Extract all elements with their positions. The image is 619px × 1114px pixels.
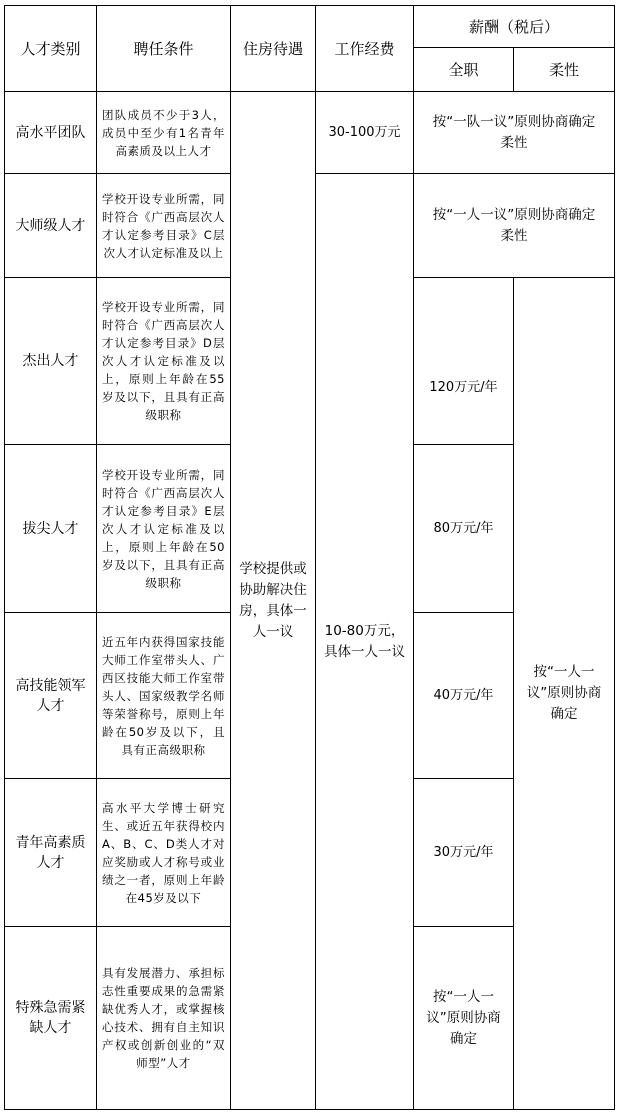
- table-row-category: 杰出人才: [5, 278, 97, 445]
- table-row-category: 高技能领军人才: [5, 613, 97, 779]
- table-row-category: 拔尖人才: [5, 445, 97, 613]
- salary-text: 按“一人一议”原则协商确定: [432, 206, 596, 223]
- header-funding: 工作经费: [316, 6, 414, 92]
- fulltime-spacer: [414, 278, 514, 331]
- salary-text: 按“一队一议”原则协商确定: [432, 113, 596, 130]
- flexible-cell: 按“一人一议”原则协商确定: [514, 278, 615, 1110]
- table-row-conditions: 近五年内获得国家技能大师工作室带头人、广西区技能大师工作室带头人、国家级教学名师等荣誉称号，原则上年龄在50岁及以下，且具有正高级职称: [97, 613, 231, 779]
- table-row-conditions: 团队成员不少于3人，成员中至少有1名青年高素质及以上人才: [97, 92, 231, 174]
- housing-cell: 学校提供或协助解决住房，具体一人一议: [231, 92, 316, 1110]
- table-row-conditions: 学校开设专业所需，同时符合《广西高层次人才认定参考目录》C层次人才认定标准及以上: [97, 174, 231, 278]
- header-housing: 住房待遇: [231, 6, 316, 92]
- table-row-fulltime: 30万元/年: [414, 779, 514, 927]
- table-row-fulltime: 80万元/年: [414, 445, 514, 613]
- header-conditions: 聘任条件: [97, 6, 231, 92]
- header-category: 人才类别: [5, 6, 97, 92]
- table-row-category: 青年高素质人才: [5, 779, 97, 927]
- funding-cell: 10-80万元，具体一人一议: [316, 174, 414, 1110]
- table-row-salary: [414, 92, 615, 174]
- table-row-conditions: 具有发展潜力、承担标志性重要成果的急需紧缺优秀人才，或掌握核心技术、拥有自主知识产权或创新创业的“双师型”人才: [97, 927, 231, 1110]
- table-row-conditions: 高水平大学博士研究生、或近五年获得校内A、B、C、D类人才对应奖励或人才称号或业绩之一者，原则上年龄在45岁及以下: [97, 779, 231, 927]
- table-row-conditions: 学校开设专业所需，同时符合《广西高层次人才认定参考目录》D层次人才认定标准及以上，原则上年龄在55岁及以下，且具有正高级职称: [97, 278, 231, 445]
- table-row-funding: 30-100万元: [316, 92, 414, 174]
- table-row-category: 特殊急需紧缺人才: [5, 927, 97, 1110]
- salary-type: 柔性: [500, 227, 528, 244]
- table-row-category: 大师级人才: [5, 174, 97, 278]
- header-salary: 薪酬（税后）: [414, 6, 615, 48]
- table-row-conditions: 学校开设专业所需，同时符合《广西高层次人才认定参考目录》E层次人才认定标准及以上，原则上年龄在50岁及以下，且具有正高级职称: [97, 445, 231, 613]
- table-row-category: 高水平团队: [5, 92, 97, 174]
- table-row-fulltime: 按“一人一议”原则协商确定: [414, 927, 514, 1110]
- salary-type: 柔性: [500, 134, 528, 151]
- header-flexible: 柔性: [514, 48, 615, 92]
- table-row-salary: [414, 174, 615, 278]
- table-row-fulltime: 120万元/年: [414, 331, 514, 445]
- talent-table: [4, 5, 615, 1110]
- header-fulltime: 全职: [414, 48, 514, 92]
- table-row-fulltime: 40万元/年: [414, 613, 514, 779]
